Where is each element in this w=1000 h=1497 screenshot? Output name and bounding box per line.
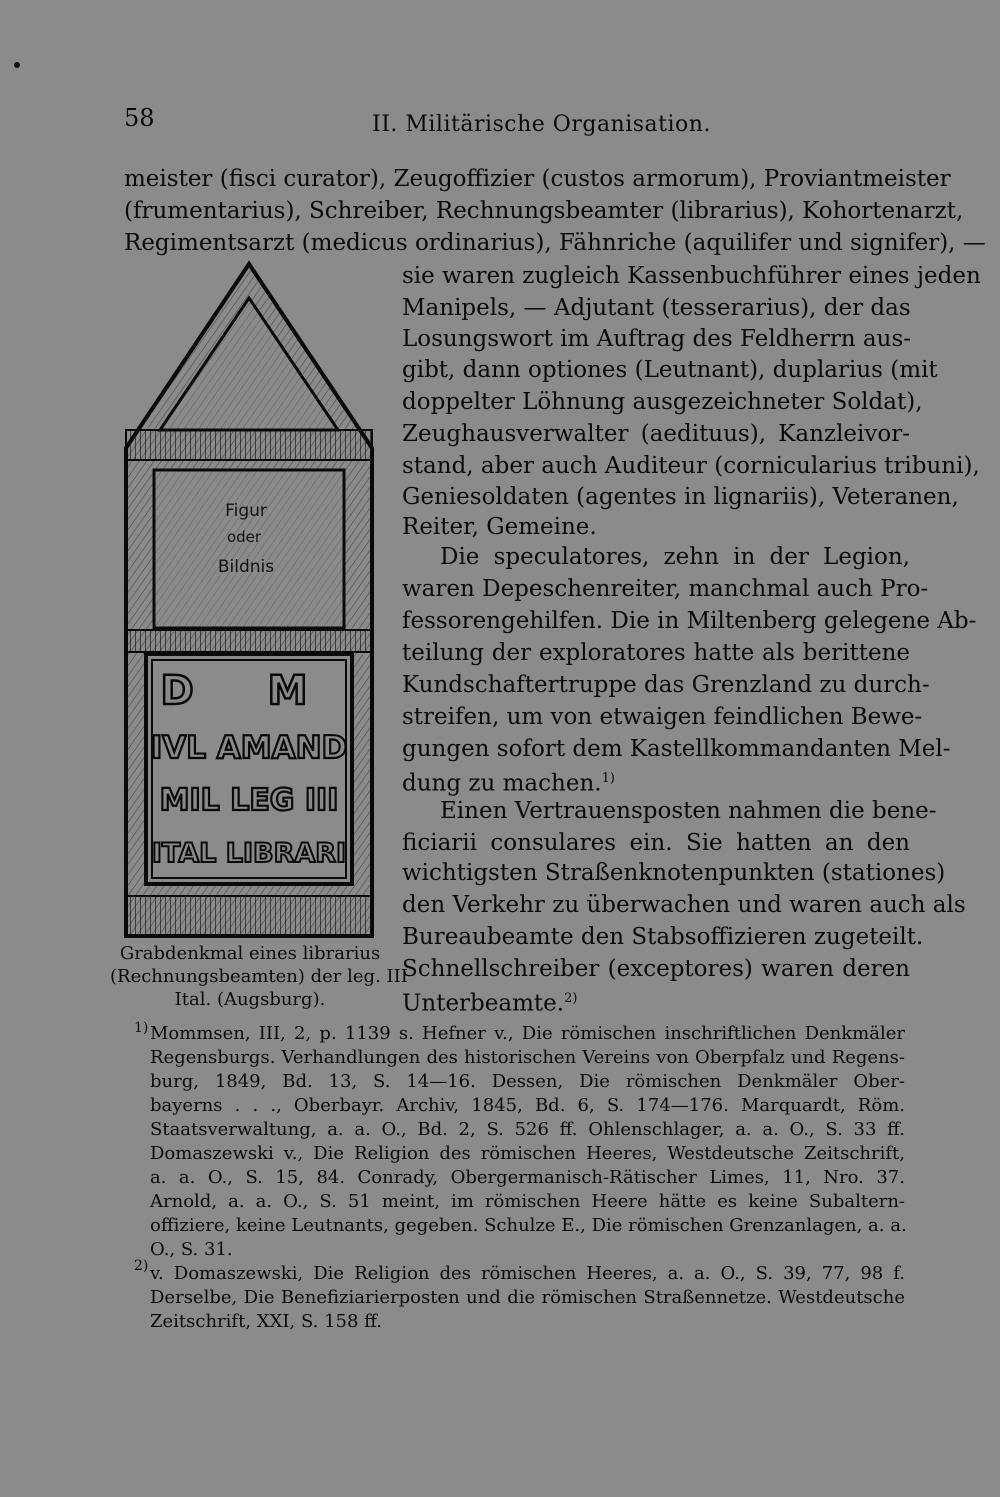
body-line: den Verkehr zu überwachen und waren auch als: [402, 892, 966, 918]
body-line: dung zu machen.$^{1)}$: [402, 770, 615, 797]
footnote-marker: 1): [134, 1020, 149, 1036]
body-line: teilung der exploratores hatte als berittene: [402, 640, 910, 666]
body-line: Geniesoldaten (agentes in lignariis), Veteranen,: [402, 484, 959, 510]
body-line: (frumentarius), Schreiber, Rechnungsbeamter (librarius), Kohortenarzt,: [124, 198, 964, 224]
page-number: 58: [124, 104, 155, 132]
body-line: meister (fisci curator), Zeugoffizier (custos armorum), Proviantmeister: [124, 166, 951, 192]
body-line: Reiter, Gemeine.: [402, 514, 597, 540]
footnote-line: Mommsen, III, 2, p. 1139 s. Hefner v., Die römischen inschriftlichen Denkmäler: [150, 1023, 905, 1044]
footnote-line: Derselbe, Die Benefiziarierposten und die römischen Straßennetze. Westdeutsche: [150, 1287, 905, 1308]
body-line: Regimentsarzt (medicus ordinarius), Fähnriche (aquilifer und signifer), —: [124, 230, 986, 256]
figure-caption-line: Ital. (Augsburg).: [174, 989, 326, 1010]
footnote-line: Regensburgs. Verhandlungen des historischen Vereins von Oberpfalz und Regens-: [150, 1047, 905, 1068]
footnote-line: bayerns . . ., Oberbayr. Archiv, 1845, Bd. 6, S. 174—176. Marquardt, Röm.: [150, 1095, 905, 1116]
footnote-line: Domaszewski v., Die Religion des römischen Heeres, Westdeutsche Zeitschrift,: [150, 1143, 905, 1164]
body-line: Zeughausverwalter (aedituus), Kanzleivor-: [402, 421, 910, 447]
body-line: streifen, um von etwaigen feindlichen Bewe-: [402, 704, 923, 730]
footnote-line: v. Domaszewski, Die Religion des römischen Heeres, a. a. O., S. 39, 77, 98 f.: [150, 1263, 905, 1284]
footnote-line: offiziere, keine Leutnants, gegeben. Schulze E., Die römischen Grenzanlagen, a. a.: [150, 1215, 907, 1236]
body-line: Die speculatores, zehn in der Legion,: [440, 544, 910, 570]
print-speck: [14, 62, 20, 68]
body-line: gungen sofort dem Kastellkommandanten Mel-: [402, 736, 951, 762]
footnote-line: burg, 1849, Bd. 13, S. 14—16. Dessen, Die römischen Denkmäler Ober-: [150, 1071, 905, 1092]
footnote-line: O., S. 31.: [150, 1239, 233, 1260]
figure-caption-line: Grabdenkmal eines librarius: [119, 943, 381, 964]
running-head: II. Militärische Organisation.: [372, 112, 711, 137]
body-line: fessorengehilfen. Die in Miltenberg gelegene Ab-: [402, 608, 977, 634]
tombstone-figure: [120, 258, 378, 944]
footnote-ref: 1): [601, 771, 615, 786]
panel-label-line: Figur: [225, 501, 267, 521]
body-line: doppelter Löhnung ausgezeichneter Soldat),: [402, 389, 923, 415]
inscription-line: IVL AMAND: [150, 730, 348, 766]
body-line: gibt, dann optiones (Leutnant), duplarius (mit: [402, 357, 938, 383]
figure-caption-line: (Rechnungsbeamten) der leg. III: [110, 966, 408, 987]
footnote-line: a. a. O., S. 15, 84. Conrady, Obergermanisch-Rätischer Limes, 11, Nro. 37.: [150, 1167, 905, 1188]
footnote-line: Arnold, a. a. O., S. 51 meint, im römischen Heere hätte es keine Subaltern-: [150, 1191, 905, 1212]
inscription-line: D M: [160, 668, 338, 714]
footnote-line: Staatsverwaltung, a. a. O., Bd. 2, S. 526 ff. Ohlenschlager, a. a. O., S. 33 ff.: [150, 1119, 905, 1140]
footnote-ref: 2): [564, 991, 578, 1006]
body-line: Manipels, — Adjutant (tesserarius), der das: [402, 295, 911, 321]
inscription-line: MIL LEG III: [159, 783, 339, 818]
body-line: sie waren zugleich Kassenbuchführer eines jeden: [402, 263, 981, 289]
body-line: Schnellschreiber (exceptores) waren deren: [402, 956, 910, 982]
body-line: Bureaubeamte den Stabsoffizieren zugeteilt.: [402, 924, 924, 950]
body-line: ficiarii consulares ein. Sie hatten an den: [402, 830, 910, 856]
body-line: stand, aber auch Auditeur (cornicularius tribuni),: [402, 453, 980, 479]
panel-label-line: oder: [226, 528, 262, 546]
body-line: wichtigsten Straßenknotenpunkten (stationes): [402, 860, 946, 886]
body-line: waren Depeschenreiter, manchmal auch Pro-: [402, 576, 929, 602]
body-line: Unterbeamte.$^{2)}$: [402, 990, 578, 1017]
footnote-marker: 2): [134, 1258, 149, 1274]
panel-label-line: Bildnis: [217, 557, 275, 577]
body-line: Kundschaftertruppe das Grenzland zu durch-: [402, 672, 930, 698]
footnote-line: Zeitschrift, XXI, S. 158 ff.: [150, 1311, 383, 1332]
body-line: Einen Vertrauensposten nahmen die bene-: [440, 798, 937, 824]
body-line: Losungswort im Auftrag des Feldherrn aus-: [402, 326, 912, 352]
inscription-line: ITAL LIBRARI: [151, 838, 347, 869]
